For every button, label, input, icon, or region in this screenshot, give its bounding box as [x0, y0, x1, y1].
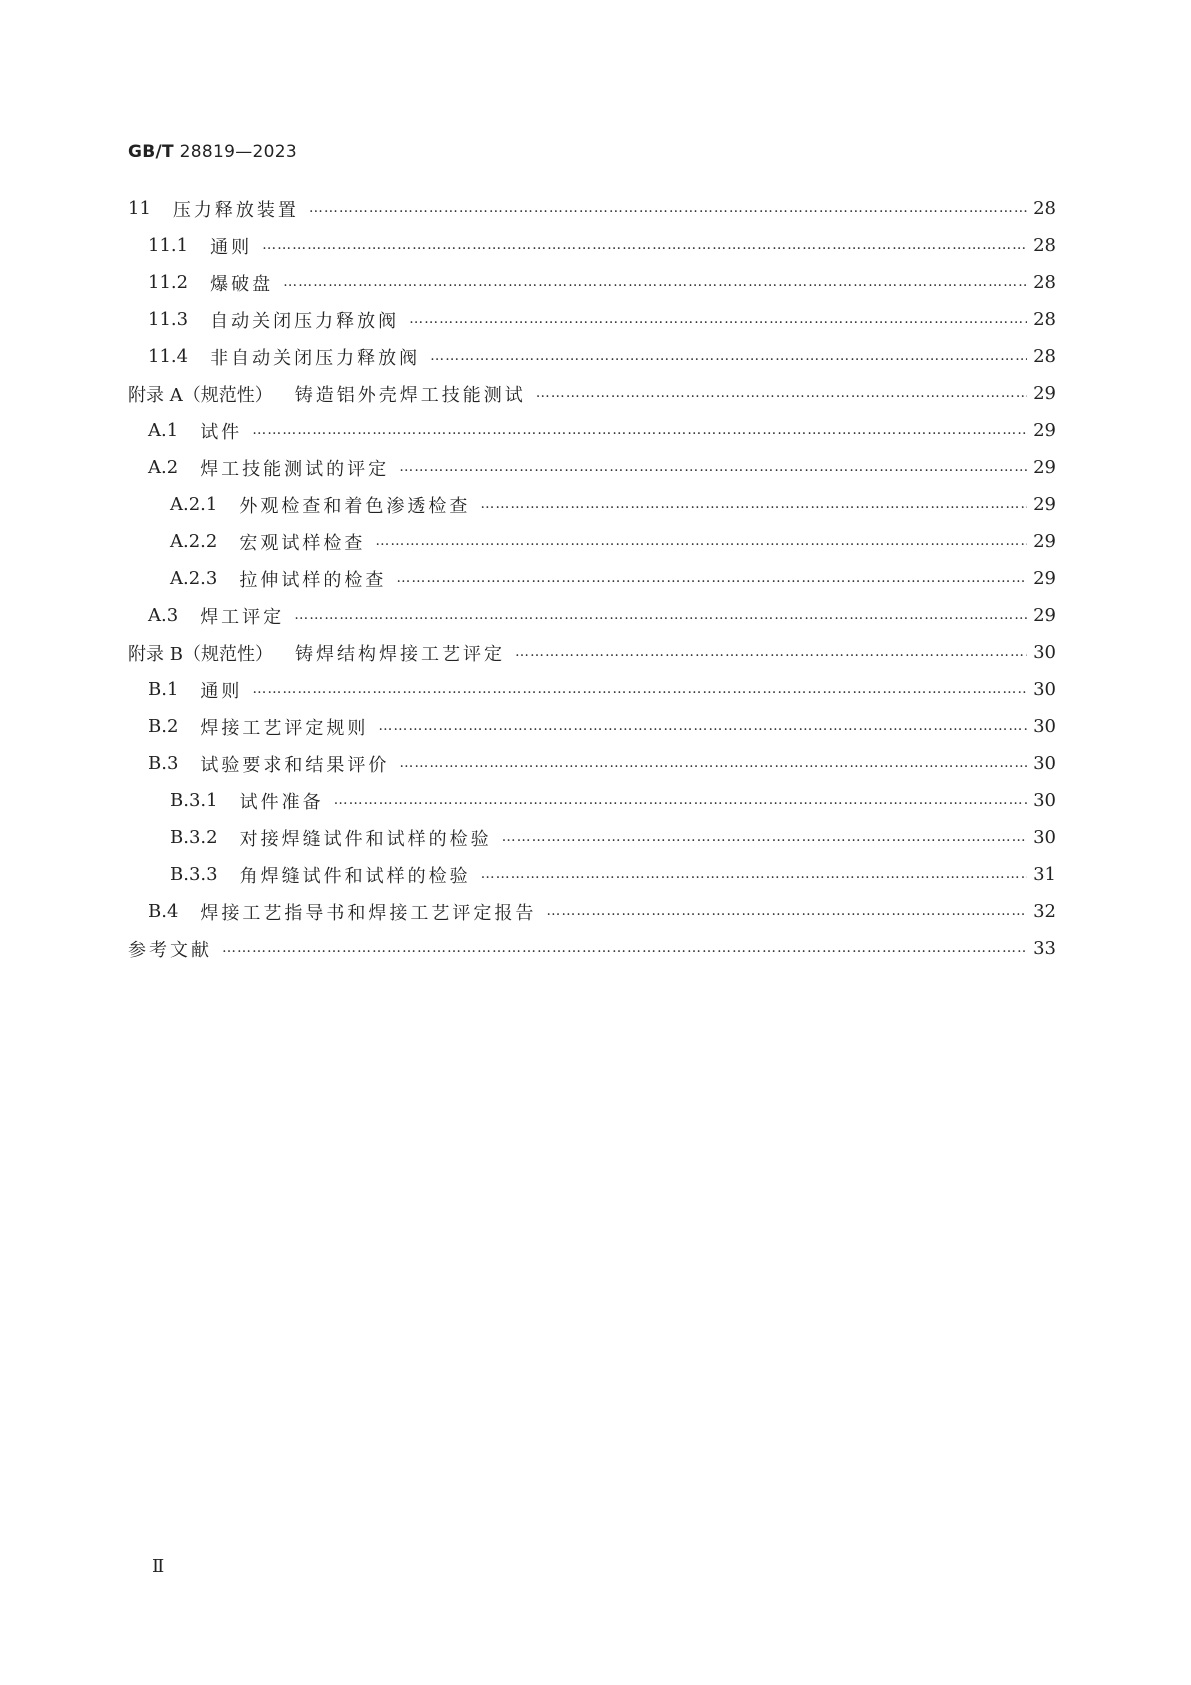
toc-entry[interactable]: [128, 412, 1056, 449]
toc-entry-number: 11.4: [148, 346, 189, 367]
toc-entry-page: 30: [1033, 679, 1056, 700]
toc-entry-page: 29: [1033, 605, 1056, 626]
toc-entry-title: 铸焊结构焊接工艺评定: [294, 643, 505, 665]
toc-entry-title: 参考文献: [128, 939, 212, 961]
dot-leader: [399, 459, 1027, 475]
dot-leader: [480, 496, 1027, 512]
dot-leader: [375, 533, 1027, 549]
toc-entry[interactable]: [128, 264, 1056, 301]
toc-entry-number: 11.2: [148, 272, 189, 293]
toc-entry-number: A.2.1: [170, 494, 218, 515]
toc-entry[interactable]: [128, 856, 1056, 893]
toc-entry-title: 外观检查和着色渗透检查: [239, 495, 471, 517]
toc-entry-page: 30: [1033, 827, 1056, 848]
toc-entry-title: 铸造铝外壳焊工技能测试: [294, 384, 526, 406]
toc-entry-title: 试件准备: [239, 791, 324, 813]
document-header: [128, 142, 297, 162]
toc-entry-page: 29: [1033, 568, 1056, 589]
toc-entry-title: 宏观试样检查: [239, 532, 366, 554]
toc-entry-title: 通则: [210, 236, 253, 258]
toc-entry[interactable]: [128, 190, 1056, 227]
toc-entry-title: 对接焊缝试件和试样的检验: [239, 828, 492, 850]
dot-leader: [378, 718, 1027, 734]
toc-entry[interactable]: [128, 449, 1056, 486]
toc-entry-number: B.1: [148, 679, 179, 700]
dot-leader: [222, 940, 1027, 956]
toc-entry[interactable]: [128, 745, 1056, 782]
toc-entry-number: B.2: [148, 716, 179, 737]
toc-entry-number: A.1: [148, 420, 179, 441]
toc-entry[interactable]: [128, 634, 1056, 671]
toc-entry-page: 29: [1033, 383, 1056, 404]
toc-entry-number: A.2: [148, 457, 179, 478]
toc-entry-page: 32: [1033, 901, 1056, 922]
toc-entry-number: 附录 B（规范性）: [128, 643, 273, 665]
toc-entry-page: 29: [1033, 494, 1056, 515]
dot-leader: [515, 644, 1027, 660]
toc-entry-title: 焊接工艺指导书和焊接工艺评定报告: [200, 902, 537, 924]
toc-entry-title: 焊接工艺评定规则: [200, 717, 369, 739]
toc-entry-title: 非自动关闭压力释放阀: [210, 347, 421, 369]
dot-leader: [399, 755, 1027, 771]
dot-leader: [283, 274, 1027, 290]
toc-entry[interactable]: [128, 671, 1056, 708]
dot-leader: [502, 829, 1028, 845]
toc-entry[interactable]: [128, 486, 1056, 523]
toc-entry[interactable]: [128, 523, 1056, 560]
dot-leader: [430, 348, 1027, 364]
toc-entry-page: 30: [1033, 790, 1056, 811]
toc-entry-number: B.3.3: [170, 864, 218, 885]
dot-leader: [334, 792, 1028, 808]
dot-leader: [262, 237, 1027, 253]
toc-entry[interactable]: [128, 338, 1056, 375]
dot-leader: [252, 422, 1027, 438]
dot-leader: [294, 607, 1027, 623]
dot-leader: [536, 385, 1027, 401]
dot-leader: [481, 866, 1028, 882]
toc-entry-page: 29: [1033, 457, 1056, 478]
dot-leader: [396, 570, 1027, 586]
toc-entry-page: 31: [1033, 864, 1056, 885]
page-number-footer: Ⅱ: [152, 1556, 165, 1577]
toc-entry[interactable]: [128, 227, 1056, 264]
toc-entry[interactable]: [128, 597, 1056, 634]
toc-entry[interactable]: [128, 708, 1056, 745]
toc-entry-title: 焊工技能测试的评定: [200, 458, 390, 480]
toc-entry-page: 30: [1033, 716, 1056, 737]
toc-entry-page: 28: [1033, 198, 1056, 219]
toc-entry-title: 压力释放装置: [172, 199, 299, 221]
toc-entry-title: 拉伸试样的检查: [239, 569, 387, 591]
toc-entry-page: 28: [1033, 309, 1056, 330]
toc-entry[interactable]: [128, 819, 1056, 856]
toc-entry[interactable]: [128, 301, 1056, 338]
toc-entry-title: 试验要求和结果评价: [200, 754, 390, 776]
toc-entry-number: A.3: [148, 605, 179, 626]
toc-entry-number: B.3.1: [170, 790, 218, 811]
table-of-contents: [128, 190, 1056, 967]
toc-entry[interactable]: [128, 893, 1056, 930]
toc-entry[interactable]: [128, 782, 1056, 819]
toc-entry-number: B.4: [148, 901, 179, 922]
toc-entry-title: 试件: [200, 421, 243, 443]
toc-entry-page: 33: [1033, 938, 1056, 959]
toc-entry-title: 通则: [200, 680, 243, 702]
toc-entry[interactable]: [128, 930, 1056, 967]
dot-leader: [409, 311, 1027, 327]
toc-entry-page: 28: [1033, 272, 1056, 293]
toc-entry-title: 角焊缝试件和试样的检验: [239, 865, 471, 887]
toc-entry-page: 28: [1033, 235, 1056, 256]
toc-entry-number: 11.1: [148, 235, 189, 256]
toc-entry-number: B.3.2: [170, 827, 218, 848]
toc-entry-title: 自动关闭压力释放阀: [210, 310, 400, 332]
dot-leader: [309, 200, 1027, 216]
toc-entry[interactable]: [128, 375, 1056, 412]
toc-entry-page: 30: [1033, 753, 1056, 774]
toc-entry-page: 29: [1033, 420, 1056, 441]
dot-leader: [546, 903, 1027, 919]
standard-number: 28819—2023: [179, 142, 297, 162]
toc-entry-number: 11: [128, 198, 151, 219]
toc-entry[interactable]: [128, 560, 1056, 597]
toc-entry-title: 爆破盘: [210, 273, 274, 295]
toc-entry-number: A.2.3: [170, 568, 218, 589]
dot-leader: [252, 681, 1027, 697]
toc-entry-number: B.3: [148, 753, 179, 774]
toc-entry-page: 30: [1033, 642, 1056, 663]
toc-entry-number: 附录 A（规范性）: [128, 384, 273, 406]
toc-entry-number: 11.3: [148, 309, 189, 330]
toc-entry-page: 28: [1033, 346, 1056, 367]
toc-entry-page: 29: [1033, 531, 1056, 552]
standard-code: GB/T: [128, 142, 174, 162]
toc-entry-number: A.2.2: [170, 531, 218, 552]
toc-entry-title: 焊工评定: [200, 606, 285, 628]
